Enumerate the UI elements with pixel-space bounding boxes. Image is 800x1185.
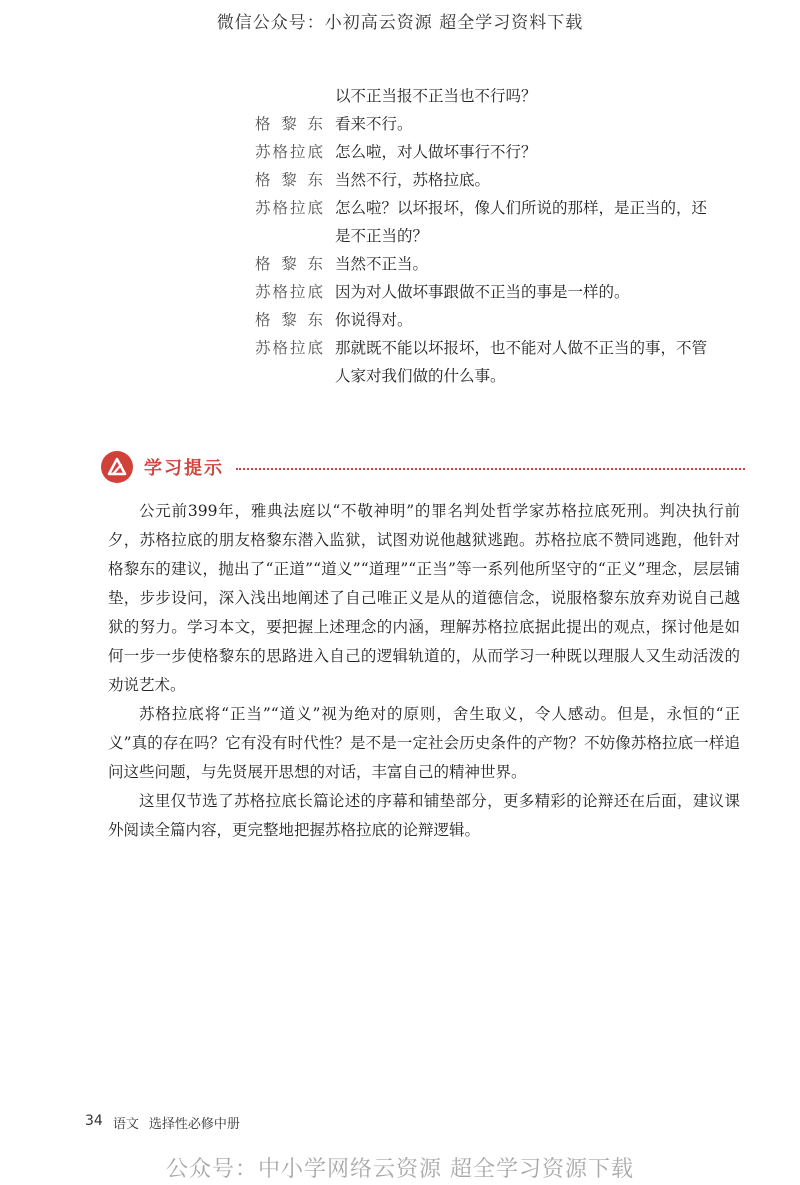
dialogue-line xyxy=(255,250,755,278)
dialogue-line xyxy=(255,334,755,362)
study-tips-icon xyxy=(100,450,134,484)
speaker-label: 格黎东 xyxy=(255,255,323,273)
dialogue-line xyxy=(255,138,755,166)
speech-text: 怎么啦，对人做坏事行不行？ xyxy=(335,143,537,161)
study-tips-header xyxy=(100,450,745,484)
dialogue-line xyxy=(255,222,755,250)
speech-text: 当然不行，苏格拉底。 xyxy=(335,171,491,189)
speaker-label: 格黎东 xyxy=(255,115,323,133)
dialogue-line xyxy=(255,166,755,194)
dialogue-line xyxy=(255,194,755,222)
book-title: 选择性必修中册 xyxy=(148,1117,240,1132)
speech-text: 怎么啦？以坏报坏，像人们所说的那样，是正当的，还 xyxy=(335,199,708,217)
paragraph: 苏格拉底将“正当”“道义”视为绝对的原则，舍生取义，令人感动。但是，永恒的“正义”真的存在吗？它有没有时代性？是不是一定社会历史条件的产物？不妨像苏格拉底一样追问这些问题，与先贤展开思想的对话，丰富自己的精神世界。 xyxy=(108,705,740,781)
speech-text: 人家对我们做的什么事。 xyxy=(335,367,506,385)
speaker-label: 苏格拉底 xyxy=(255,143,323,161)
dialogue-line xyxy=(255,82,755,110)
page-number: 34 xyxy=(85,1113,103,1129)
paragraph: 这里仅节选了苏格拉底长篇论述的序幕和铺垫部分，更多精彩的论辩还在后面，建议课外阅读全篇内容，更完整地把握苏格拉底的论辩逻辑。 xyxy=(108,792,740,839)
study-tips-body xyxy=(108,497,740,845)
dialogue-line xyxy=(255,278,755,306)
speech-text: 当然不正当。 xyxy=(335,255,429,273)
speaker-label: 苏格拉底 xyxy=(255,283,323,301)
bottom-watermark: 公众号：中小学网络云资源 超全学习资源下载 xyxy=(166,1157,634,1182)
speaker-label: 苏格拉底 xyxy=(255,339,323,357)
speech-text: 是不正当的？ xyxy=(335,227,429,245)
page-footer xyxy=(85,1113,240,1132)
dialogue-line xyxy=(255,306,755,334)
speech-text: 因为对人做坏事跟做不正当的事是一样的。 xyxy=(335,283,630,301)
speaker-label: 格黎东 xyxy=(255,171,323,189)
speech-text: 那就既不能以坏报坏，也不能对人做不正当的事，不管 xyxy=(335,339,708,357)
dialogue-line xyxy=(255,362,755,390)
speech-text: 你说得对。 xyxy=(335,311,413,329)
page-header-watermark: 微信公众号：小初高云资源 超全学习资料下载 xyxy=(216,13,584,33)
dialogue-block xyxy=(255,82,755,390)
speaker-label: 苏格拉底 xyxy=(255,199,323,217)
section-title: 学习提示 xyxy=(144,458,224,479)
speaker-label: 格黎东 xyxy=(255,311,323,329)
speech-text: 看来不行。 xyxy=(335,115,413,133)
dotted-divider xyxy=(236,468,745,470)
dialogue-line xyxy=(255,110,755,138)
paragraph: 公元前399年，雅典法庭以“不敬神明”的罪名判处哲学家苏格拉底死刑。判决执行前夕，苏格拉底的朋友格黎东潜入监狱，试图劝说他越狱逃跑。苏格拉底不赞同逃跑，他针对格黎东的建议，抛出了“正道”“道义”“道理”“正当”等一系列他所坚守的“正义”理念，层层铺垫，步步设问，深入浅出地阐述了自己唯正义是从的道德信念，说服格黎东放弃劝说自己越狱的努力。学习本文，要把握上述理念的内涵，理解苏格拉底据此提出的观点，探讨他是如何一步一步使格黎东的思路进入自己的逻辑轨道的，从而学习一种既以理服人又生动活泼的劝说艺术。 xyxy=(108,502,740,694)
subject-label: 语文 xyxy=(112,1117,139,1132)
speech-text: 以不正当报不正当也不行吗？ xyxy=(335,87,537,105)
